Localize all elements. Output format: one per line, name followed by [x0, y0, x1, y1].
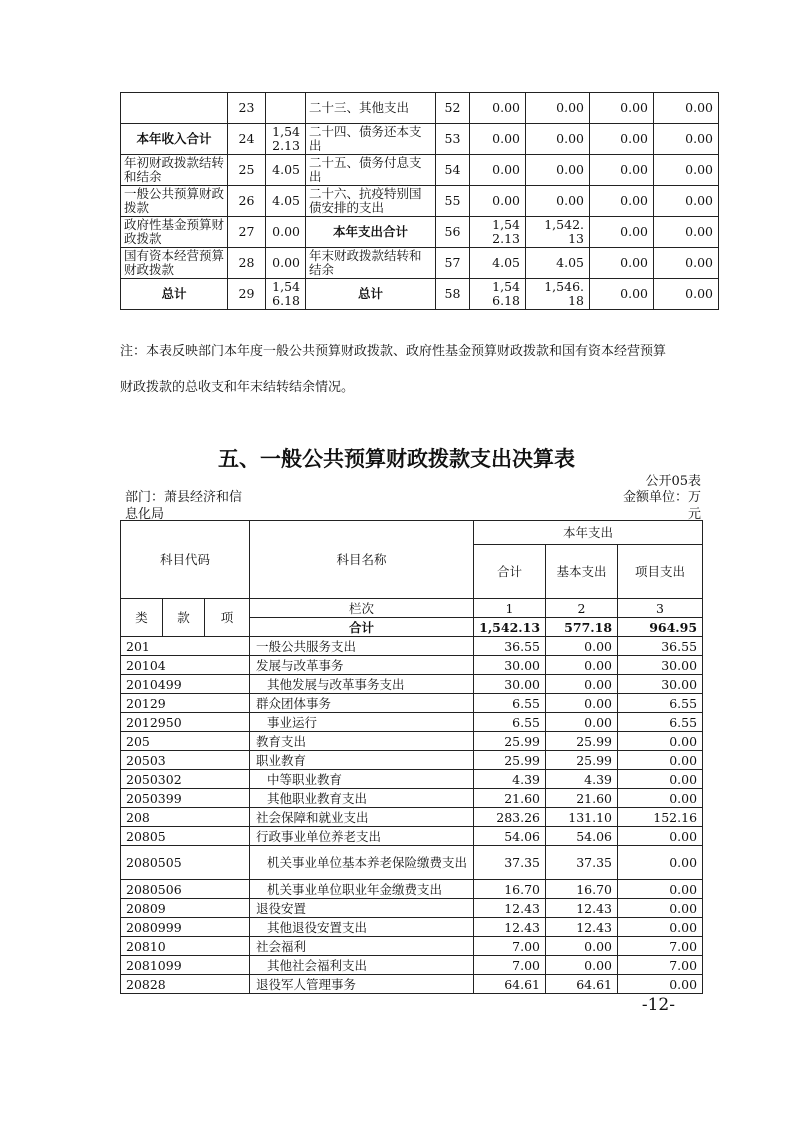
- amount-project: 0.00: [618, 751, 703, 770]
- value-col1: 1,54 6.18: [470, 279, 526, 310]
- right-line-no: 55: [436, 186, 470, 217]
- table-row: [121, 713, 703, 732]
- subject-name: 行政事业单位养老支出: [250, 827, 474, 846]
- subject-code: 20810: [121, 937, 250, 956]
- amount-total: 7.00: [474, 956, 546, 975]
- amount-project: 152.16: [618, 808, 703, 827]
- right-line-no: 54: [436, 155, 470, 186]
- subject-name: 群众团体事务: [250, 694, 474, 713]
- subject-name: 事业运行: [250, 713, 474, 732]
- column-number-1: 1: [474, 599, 546, 618]
- left-line-no: 29: [228, 279, 266, 310]
- amount-basic: 54.06: [546, 827, 618, 846]
- left-value: 4.05: [266, 155, 306, 186]
- left-value: 0.00: [266, 217, 306, 248]
- subject-name: 社会福利: [250, 937, 474, 956]
- header-subject-code: 科目代码: [121, 521, 250, 599]
- header-xiang: 项: [205, 599, 250, 637]
- value-col1: 0.00: [470, 155, 526, 186]
- amount-project: 0.00: [618, 846, 703, 880]
- value-col4: 0.00: [654, 155, 719, 186]
- left-line-no: 25: [228, 155, 266, 186]
- value-col3: 0.00: [590, 217, 654, 248]
- table-row: [121, 956, 703, 975]
- table-row: [121, 124, 719, 155]
- amount-basic: 0.00: [546, 713, 618, 732]
- table-row: [121, 155, 719, 186]
- subject-code: 20809: [121, 899, 250, 918]
- subject-name: 机关事业单位基本养老保险缴费支出: [250, 846, 474, 880]
- subject-name: 职业教育: [250, 751, 474, 770]
- amount-basic: 25.99: [546, 751, 618, 770]
- amount-basic: 12.43: [546, 899, 618, 918]
- amount-total: 30.00: [474, 675, 546, 694]
- value-col2: 4.05: [526, 248, 590, 279]
- subject-code: 208: [121, 808, 250, 827]
- amount-total: 54.06: [474, 827, 546, 846]
- amount-total: 25.99: [474, 751, 546, 770]
- balance-table: [120, 92, 719, 310]
- unit-label-line2: 元: [687, 507, 701, 522]
- value-col3: 0.00: [590, 124, 654, 155]
- table-row: [121, 770, 703, 789]
- left-item: [121, 93, 228, 124]
- amount-basic: 64.61: [546, 975, 618, 994]
- amount-total: 37.35: [474, 846, 546, 880]
- amount-project: 0.00: [618, 789, 703, 808]
- subject-code: 20104: [121, 656, 250, 675]
- subject-code: 2080506: [121, 880, 250, 899]
- amount-total: 6.55: [474, 713, 546, 732]
- sum-total: 1,542.13: [474, 618, 546, 637]
- column-number-2: 2: [546, 599, 618, 618]
- amount-total: 64.61: [474, 975, 546, 994]
- expenditure-table: [120, 520, 703, 994]
- subject-code: 2080999: [121, 918, 250, 937]
- table-row: [121, 846, 703, 880]
- amount-project: 0.00: [618, 732, 703, 751]
- right-item: 二十五、债务付息支出: [306, 155, 436, 186]
- amount-total: 12.43: [474, 899, 546, 918]
- amount-project: 0.00: [618, 899, 703, 918]
- left-value: [266, 93, 306, 124]
- form-number: 公开05表: [645, 474, 701, 489]
- sum-project: 964.95: [618, 618, 703, 637]
- table-row: [121, 975, 703, 994]
- left-line-no: 23: [228, 93, 266, 124]
- amount-project: 36.55: [618, 637, 703, 656]
- amount-total: 16.70: [474, 880, 546, 899]
- right-line-no: 53: [436, 124, 470, 155]
- left-line-no: 28: [228, 248, 266, 279]
- right-item: 二十四、债务还本支出: [306, 124, 436, 155]
- left-line-no: 24: [228, 124, 266, 155]
- right-item: 年末财政拨款结转和结余: [306, 248, 436, 279]
- left-item: 国有资本经营预算财政拨款: [121, 248, 228, 279]
- subject-name: 机关事业单位职业年金缴费支出: [250, 880, 474, 899]
- left-line-no: 27: [228, 217, 266, 248]
- amount-project: 6.55: [618, 694, 703, 713]
- subject-name: 退役安置: [250, 899, 474, 918]
- header-current-year-expenditure: 本年支出: [474, 521, 703, 545]
- amount-basic: 131.10: [546, 808, 618, 827]
- subject-name: 其他社会福利支出: [250, 956, 474, 975]
- header-lanci: 栏次: [250, 599, 474, 618]
- amount-basic: 16.70: [546, 880, 618, 899]
- amount-total: 4.39: [474, 770, 546, 789]
- value-col2: 0.00: [526, 186, 590, 217]
- note-line-1: 注：本表反映部门本年度一般公共预算财政拨款、政府性基金预算财政拨款和国有资本经营预算: [120, 344, 667, 359]
- subject-name: 其他退役安置支出: [250, 918, 474, 937]
- subject-code: 20828: [121, 975, 250, 994]
- subject-name: 发展与改革事务: [250, 656, 474, 675]
- amount-total: 6.55: [474, 694, 546, 713]
- left-value: 1,54 6.18: [266, 279, 306, 310]
- amount-project: 7.00: [618, 937, 703, 956]
- subject-code: 201: [121, 637, 250, 656]
- right-line-no: 52: [436, 93, 470, 124]
- value-col4: 0.00: [654, 186, 719, 217]
- value-col4: 0.00: [654, 248, 719, 279]
- left-item: 年初财政拨款结转和结余: [121, 155, 228, 186]
- header-lei: 类: [121, 599, 163, 637]
- right-item: 总计: [306, 279, 436, 310]
- header-kuan: 款: [163, 599, 205, 637]
- amount-project: 7.00: [618, 956, 703, 975]
- table-row: [121, 675, 703, 694]
- amount-total: 25.99: [474, 732, 546, 751]
- amount-basic: 0.00: [546, 656, 618, 675]
- table-row: [121, 918, 703, 937]
- amount-total: 283.26: [474, 808, 546, 827]
- note-line-2: 财政拨款的总收支和年末结转结余情况。: [120, 380, 355, 395]
- header-total: 合计: [474, 545, 546, 599]
- subject-name: 其他职业教育支出: [250, 789, 474, 808]
- column-number-3: 3: [618, 599, 703, 618]
- right-line-no: 56: [436, 217, 470, 248]
- table-row: [121, 656, 703, 675]
- table-row: [121, 279, 719, 310]
- table-row: [121, 732, 703, 751]
- sum-basic: 577.18: [546, 618, 618, 637]
- right-item: 本年支出合计: [306, 217, 436, 248]
- table-row: [121, 751, 703, 770]
- value-col4: 0.00: [654, 279, 719, 310]
- amount-project: 6.55: [618, 713, 703, 732]
- table-row: [121, 937, 703, 956]
- value-col4: 0.00: [654, 217, 719, 248]
- subject-code: 20805: [121, 827, 250, 846]
- left-item: 总计: [121, 279, 228, 310]
- table-row: [121, 899, 703, 918]
- value-col2: 0.00: [526, 93, 590, 124]
- subject-code: 2050302: [121, 770, 250, 789]
- value-col2: 1,546. 18: [526, 279, 590, 310]
- value-col1: 0.00: [470, 124, 526, 155]
- amount-total: 30.00: [474, 656, 546, 675]
- table-row: [121, 93, 719, 124]
- subject-code: 2081099: [121, 956, 250, 975]
- table-row: [121, 694, 703, 713]
- value-col3: 0.00: [590, 155, 654, 186]
- subject-code: 2050399: [121, 789, 250, 808]
- amount-project: 30.00: [618, 656, 703, 675]
- amount-basic: 0.00: [546, 675, 618, 694]
- amount-total: 36.55: [474, 637, 546, 656]
- value-col2: 1,542. 13: [526, 217, 590, 248]
- subject-name: 教育支出: [250, 732, 474, 751]
- table-row: [121, 827, 703, 846]
- value-col3: 0.00: [590, 93, 654, 124]
- value-col1: 0.00: [470, 186, 526, 217]
- subject-name: 其他发展与改革事务支出: [250, 675, 474, 694]
- page-number: -12-: [641, 995, 675, 1015]
- left-line-no: 26: [228, 186, 266, 217]
- header-subject-name: 科目名称: [250, 521, 474, 599]
- amount-basic: 4.39: [546, 770, 618, 789]
- right-item: 二十六、抗疫特别国债安排的支出: [306, 186, 436, 217]
- amount-basic: 25.99: [546, 732, 618, 751]
- table-row: [121, 808, 703, 827]
- left-item: 政府性基金预算财政拨款: [121, 217, 228, 248]
- subject-code: 205: [121, 732, 250, 751]
- value-col4: 0.00: [654, 124, 719, 155]
- subject-code: 20129: [121, 694, 250, 713]
- value-col2: 0.00: [526, 155, 590, 186]
- left-value: 0.00: [266, 248, 306, 279]
- table-row: [121, 248, 719, 279]
- amount-total: 12.43: [474, 918, 546, 937]
- table-row: [121, 637, 703, 656]
- right-item: 二十三、其他支出: [306, 93, 436, 124]
- amount-project: 0.00: [618, 770, 703, 789]
- amount-basic: 0.00: [546, 937, 618, 956]
- subject-name: 一般公共服务支出: [250, 637, 474, 656]
- subject-name: 社会保障和就业支出: [250, 808, 474, 827]
- amount-basic: 0.00: [546, 694, 618, 713]
- left-value: 1,54 2.13: [266, 124, 306, 155]
- header-project: 项目支出: [618, 545, 703, 599]
- value-col3: 0.00: [590, 248, 654, 279]
- right-line-no: 58: [436, 279, 470, 310]
- subject-name: 中等职业教育: [250, 770, 474, 789]
- section-title: 五、一般公共预算财政拨款支出决算表: [218, 447, 575, 471]
- left-value: 4.05: [266, 186, 306, 217]
- right-line-no: 57: [436, 248, 470, 279]
- table-row: [121, 789, 703, 808]
- subject-name: 退役军人管理事务: [250, 975, 474, 994]
- amount-total: 7.00: [474, 937, 546, 956]
- value-col3: 0.00: [590, 279, 654, 310]
- value-col4: 0.00: [654, 93, 719, 124]
- subject-code: 2012950: [121, 713, 250, 732]
- subject-code: 2080505: [121, 846, 250, 880]
- department-label-line2: 息化局: [125, 507, 165, 522]
- amount-project: 0.00: [618, 880, 703, 899]
- department-label-line1: 部门：萧县经济和信: [125, 490, 243, 505]
- header-basic: 基本支出: [546, 545, 618, 599]
- left-item: 本年收入合计: [121, 124, 228, 155]
- amount-total: 21.60: [474, 789, 546, 808]
- value-col1: 0.00: [470, 93, 526, 124]
- value-col1: 4.05: [470, 248, 526, 279]
- amount-basic: 12.43: [546, 918, 618, 937]
- subject-code: 20503: [121, 751, 250, 770]
- amount-project: 0.00: [618, 918, 703, 937]
- value-col1: 1,54 2.13: [470, 217, 526, 248]
- amount-project: 0.00: [618, 827, 703, 846]
- table-row: [121, 217, 719, 248]
- amount-project: 0.00: [618, 975, 703, 994]
- subject-code: 2010499: [121, 675, 250, 694]
- amount-project: 30.00: [618, 675, 703, 694]
- amount-basic: 21.60: [546, 789, 618, 808]
- unit-label-line1: 金额单位：万: [622, 490, 701, 505]
- sum-row-label: 合计: [250, 618, 474, 637]
- table-row: [121, 880, 703, 899]
- amount-basic: 37.35: [546, 846, 618, 880]
- value-col3: 0.00: [590, 186, 654, 217]
- table-row: [121, 186, 719, 217]
- amount-basic: 0.00: [546, 637, 618, 656]
- amount-basic: 0.00: [546, 956, 618, 975]
- value-col2: 0.00: [526, 124, 590, 155]
- left-item: 一般公共预算财政拨款: [121, 186, 228, 217]
